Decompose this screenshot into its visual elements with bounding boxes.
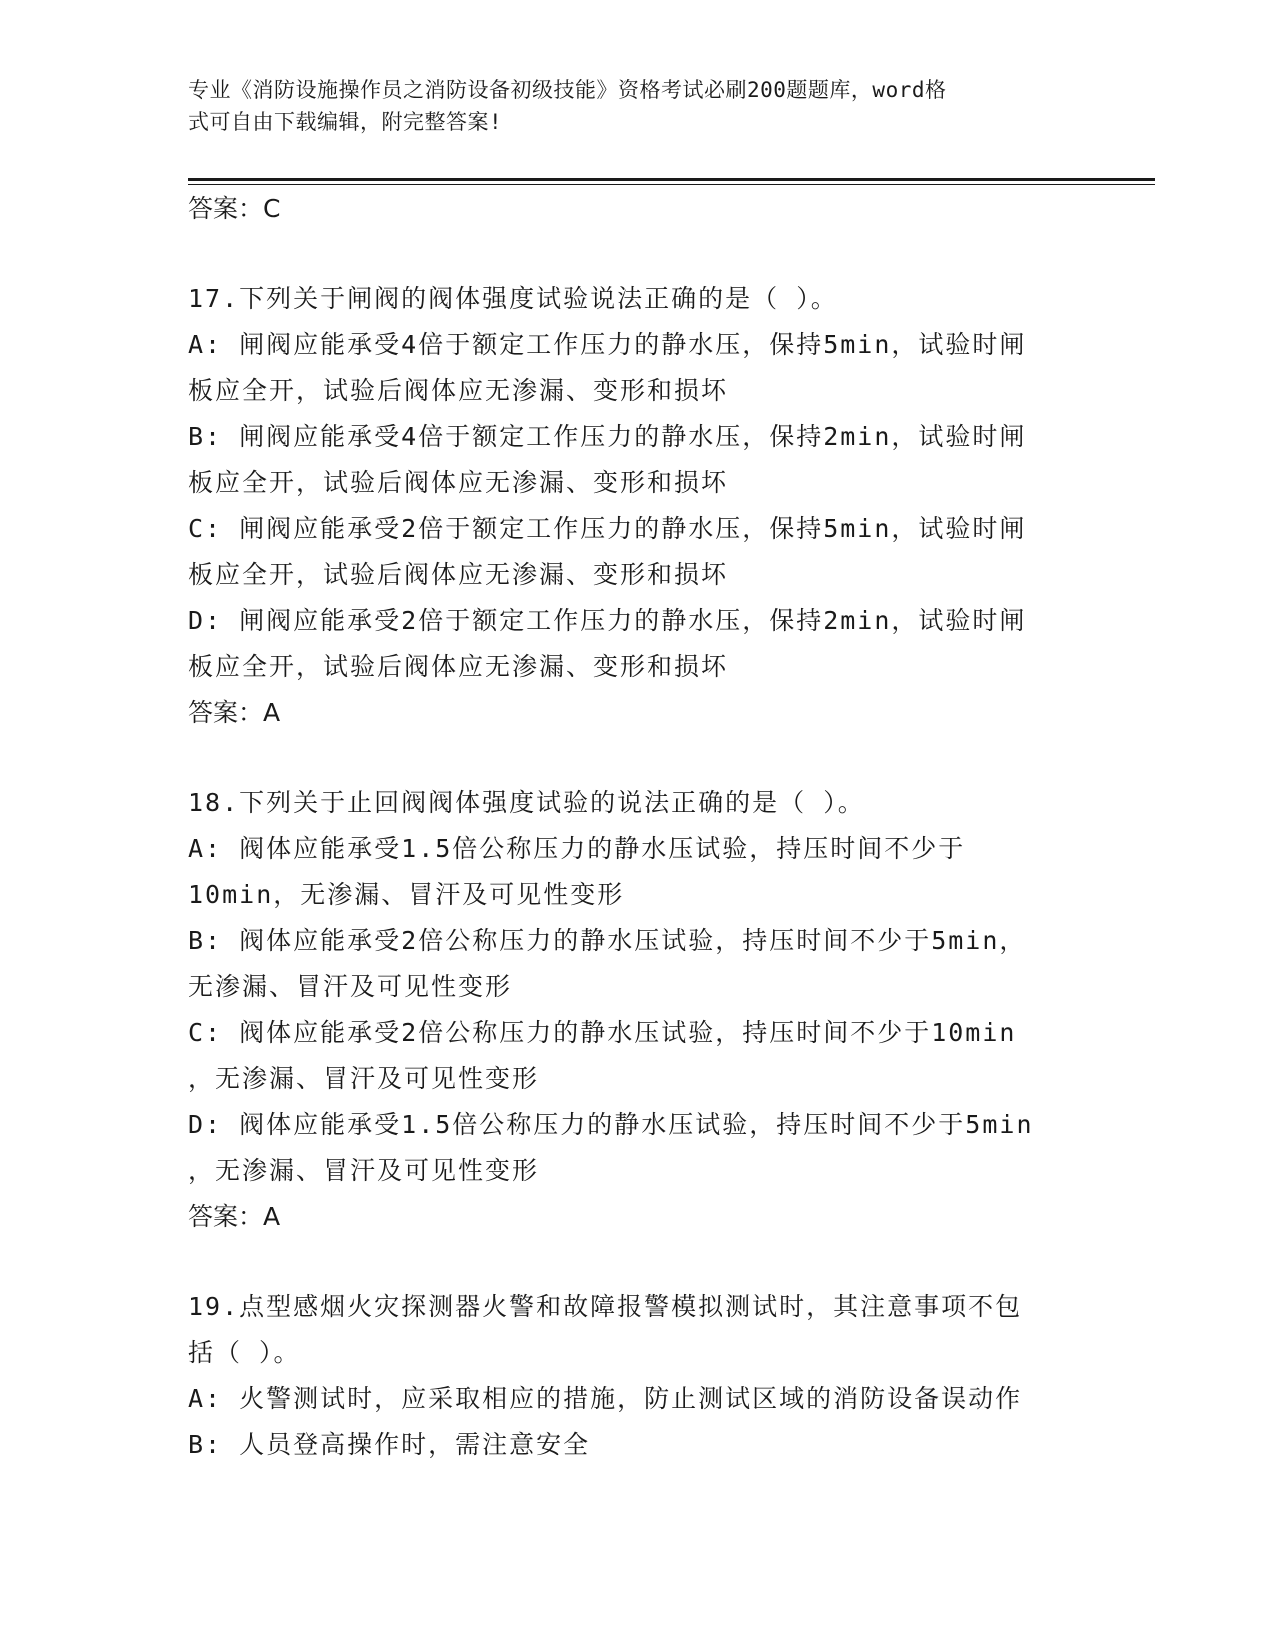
option-b: B: 人员登高操作时，需注意安全 [188, 1430, 591, 1459]
option-a: A: 阀体应能承受1.5倍公称压力的静水压试验，持压时间不少于 [188, 834, 966, 863]
option-b-continued: 板应全开，试验后阀体应无渗漏、变形和损坏 [188, 468, 729, 497]
header-line-2: 式可自由下载编辑，附完整答案! [188, 110, 503, 134]
option-a: A: 火警测试时，应采取相应的措施，防止测试区域的消防设备误动作 [188, 1384, 1023, 1413]
option-d-continued: 板应全开，试验后阀体应无渗漏、变形和损坏 [188, 652, 729, 681]
question-stem: 17.下列关于闸阀的阀体强度试验说法正确的是（ ）。 [188, 284, 838, 313]
header-line-1: 专业《消防设施操作员之消防设备初级技能》资格考试必刷200题题库，word格 [188, 78, 947, 102]
question-stem-continued: 括（ ）。 [188, 1338, 301, 1367]
question-stem: 18.下列关于止回阀阀体强度试验的说法正确的是（ ）。 [188, 788, 865, 817]
question-block [188, 276, 1088, 736]
option-c: C: 闸阀应能承受2倍于额定工作压力的静水压，保持5min，试验时闸 [188, 514, 1027, 543]
answer-line: 答案：C [188, 194, 281, 223]
header-rule-thin [188, 184, 1155, 185]
option-d-continued: ，无渗漏、冒汗及可见性变形 [188, 1156, 540, 1185]
option-a-continued: 板应全开，试验后阀体应无渗漏、变形和损坏 [188, 376, 729, 405]
option-d: D: 阀体应能承受1.5倍公称压力的静水压试验，持压时间不少于5min [188, 1110, 1034, 1139]
answer-line: 答案：A [188, 698, 281, 727]
document-body [188, 186, 1088, 1468]
option-c: C: 阀体应能承受2倍公称压力的静水压试验，持压时间不少于10min [188, 1018, 1017, 1047]
spacer [188, 232, 1088, 276]
option-b: B: 阀体应能承受2倍公称压力的静水压试验，持压时间不少于5min， [188, 926, 1027, 955]
option-d: D: 闸阀应能承受2倍于额定工作压力的静水压，保持2min，试验时闸 [188, 606, 1027, 635]
document-header [188, 74, 1068, 138]
answer-line: 答案：A [188, 1202, 281, 1231]
option-c-continued: ，无渗漏、冒汗及可见性变形 [188, 1064, 540, 1093]
question-stem: 19.点型感烟火灾探测器火警和故障报警模拟测试时，其注意事项不包 [188, 1292, 1023, 1321]
option-b-continued: 无渗漏、冒汗及可见性变形 [188, 972, 513, 1001]
option-c-continued: 板应全开，试验后阀体应无渗漏、变形和损坏 [188, 560, 729, 589]
option-b: B: 闸阀应能承受4倍于额定工作压力的静水压，保持2min，试验时闸 [188, 422, 1027, 451]
spacer [188, 1240, 1088, 1284]
header-rule-thick [188, 178, 1155, 181]
spacer [188, 736, 1088, 780]
question-block [188, 1284, 1088, 1468]
option-a: A: 闸阀应能承受4倍于额定工作压力的静水压，保持5min，试验时闸 [188, 330, 1027, 359]
question-block [188, 780, 1088, 1240]
option-a-continued: 10min，无渗漏、冒汗及可见性变形 [188, 880, 625, 909]
